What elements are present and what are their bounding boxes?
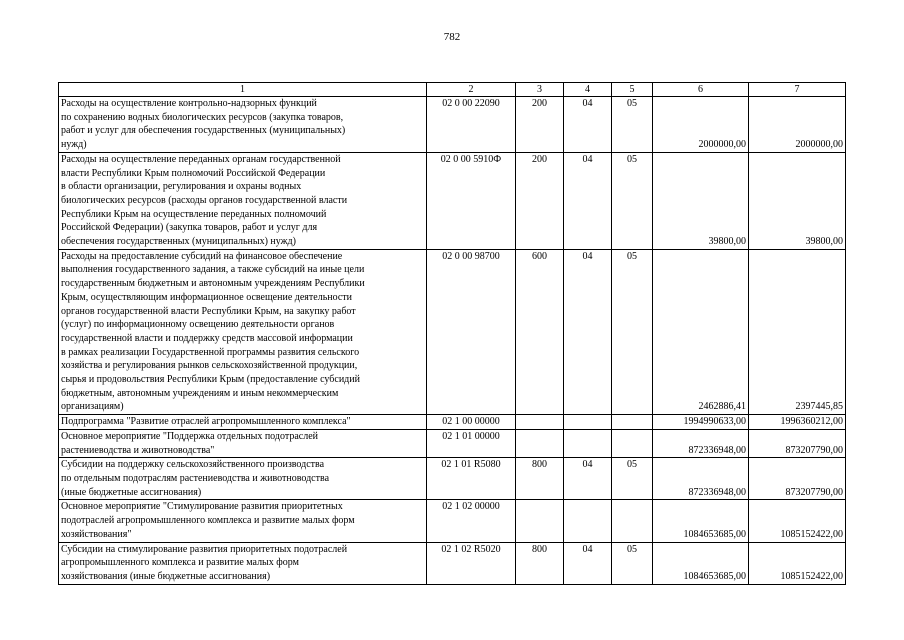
expense-name: Расходы на осуществление переданных органам государственной власти Республики Крым полномочий Российской Федерации в области организации, регулирования и охраны водных биологических ресурсов (расходы органов государственной власти Республики Крым на осуществление переданных полномочий Российской Федерации) (закупка товаров, работ и услуг для обеспечения государственных (муниципальных) нужд): [59, 152, 427, 249]
expense-type: 800: [516, 542, 564, 584]
table-row: [59, 458, 846, 500]
target-code: 02 1 02 R5020: [427, 542, 516, 584]
expense-type: 200: [516, 152, 564, 249]
target-code: 02 0 00 5910Ф: [427, 152, 516, 249]
table-header-row: [59, 83, 846, 97]
section-code: 04: [564, 97, 612, 153]
amount-col6: 872336948,00: [653, 429, 749, 457]
subsection-code: 05: [612, 542, 653, 584]
column-header: 7: [749, 83, 846, 97]
section-code: 04: [564, 152, 612, 249]
amount-col7: 873207790,00: [749, 458, 846, 500]
table-row: [59, 429, 846, 457]
amount-col7: 2000000,00: [749, 97, 846, 153]
expense-type: 200: [516, 97, 564, 153]
amount-col6: 2000000,00: [653, 97, 749, 153]
expense-type: 600: [516, 249, 564, 414]
expense-name: Подпрограмма "Развитие отраслей агропромышленного комплекса": [59, 415, 427, 430]
expense-type: [516, 429, 564, 457]
column-header: 3: [516, 83, 564, 97]
column-header: 6: [653, 83, 749, 97]
section-code: 04: [564, 458, 612, 500]
column-header: 4: [564, 83, 612, 97]
amount-col7: 39800,00: [749, 152, 846, 249]
expense-name: Расходы на предоставление субсидий на финансовое обеспечение выполнения государственного задания, а также субсидий на иные цели государственным бюджетным и автономным учреждениям Республики Крым, осуществляющим информационное освещение деятельности органов государственной власти Республики Крым, на закупку работ (услуг) по информационному освещению деятельности органов государственной власти и поддержку средств массовой информации в рамках реализации Государственной программы развития сельского хозяйства и регулирования рынков сельскохозяйственной продукции, сырья и продовольствия Республики Крым (предоставление субсидий бюджетным, автономным учреждениям и иным некоммерческим организациям): [59, 249, 427, 414]
target-code: 02 1 00 00000: [427, 415, 516, 430]
expense-name: Основное мероприятие "Стимулирование развития приоритетных подотраслей агропромышленного комплекса и развитие малых форм хозяйствования": [59, 500, 427, 542]
table-row: [59, 97, 846, 153]
target-code: 02 1 01 R5080: [427, 458, 516, 500]
column-header: 2: [427, 83, 516, 97]
page-number: 782: [443, 31, 461, 43]
column-header: 5: [612, 83, 653, 97]
table-row: [59, 500, 846, 542]
section-code: [564, 429, 612, 457]
target-code: 02 1 02 00000: [427, 500, 516, 542]
column-header: 1: [59, 83, 427, 97]
section-code: [564, 415, 612, 430]
amount-col6: 1084653685,00: [653, 500, 749, 542]
amount-col6: 39800,00: [653, 152, 749, 249]
table-row: [59, 152, 846, 249]
table-row: [59, 249, 846, 414]
subsection-code: 05: [612, 458, 653, 500]
target-code: 02 0 00 98700: [427, 249, 516, 414]
subsection-code: [612, 500, 653, 542]
expense-name: Основное мероприятие "Поддержка отдельных подотраслей растениеводства и животноводства": [59, 429, 427, 457]
subsection-code: 05: [612, 249, 653, 414]
amount-col7: 1996360212,00: [749, 415, 846, 430]
section-code: [564, 500, 612, 542]
expense-type: [516, 500, 564, 542]
table-row: [59, 542, 846, 584]
amount-col7: 2397445,85: [749, 249, 846, 414]
subsection-code: 05: [612, 152, 653, 249]
subsection-code: [612, 429, 653, 457]
expense-type: [516, 415, 564, 430]
subsection-code: 05: [612, 97, 653, 153]
expense-name: Расходы на осуществление контрольно-надзорных функций по сохранению водных биологических ресурсов (закупка товаров, работ и услуг для обеспечения государственных (муниципальных) нужд): [59, 97, 427, 153]
table-row: [59, 415, 846, 430]
expense-name: Субсидии на стимулирование развития приоритетных подотраслей агропромышленного комплекса и развитие малых форм хозяйствования (иные бюджетные ассигнования): [59, 542, 427, 584]
amount-col7: 1085152422,00: [749, 500, 846, 542]
amount-col6: 872336948,00: [653, 458, 749, 500]
expense-name: Субсидии на поддержку сельскохозяйственного производства по отдельным подотраслям растениеводства и животноводства (иные бюджетные ассигнования): [59, 458, 427, 500]
amount-col7: 873207790,00: [749, 429, 846, 457]
subsection-code: [612, 415, 653, 430]
target-code: 02 1 01 00000: [427, 429, 516, 457]
section-code: 04: [564, 249, 612, 414]
amount-col6: 1084653685,00: [653, 542, 749, 584]
budget-table: [58, 82, 846, 585]
section-code: 04: [564, 542, 612, 584]
amount-col6: 2462886,41: [653, 249, 749, 414]
target-code: 02 0 00 22090: [427, 97, 516, 153]
amount-col7: 1085152422,00: [749, 542, 846, 584]
amount-col6: 1994990633,00: [653, 415, 749, 430]
expense-type: 800: [516, 458, 564, 500]
